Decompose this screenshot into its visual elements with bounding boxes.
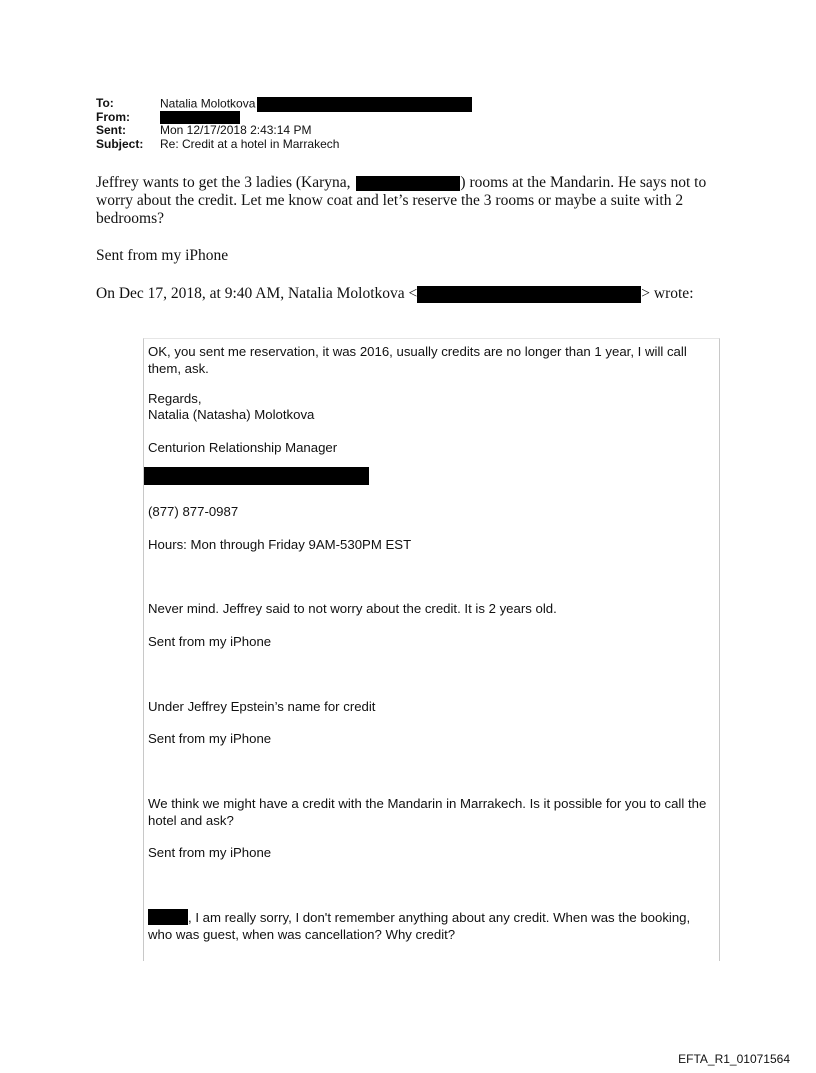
signature-title: Centurion Relationship Manager bbox=[148, 440, 338, 455]
redaction-bar bbox=[144, 467, 369, 485]
signature-hours: Hours: Mon through Friday 9AM-530PM EST bbox=[148, 537, 412, 552]
from-label: From: bbox=[96, 109, 130, 124]
redaction-bar bbox=[356, 176, 460, 191]
to-name: Natalia Molotkova bbox=[160, 96, 256, 111]
document-id: EFTA_R1_01071564 bbox=[678, 1052, 790, 1066]
quoted-reply-text: OK, you sent me reservation, it was 2016, usually credits are no longer than 1 year, I will call them, ask. bbox=[148, 344, 687, 376]
message-text-part2: ) rooms at the Mandarin. He says not to worry about the credit. Let me know coat and let’s reserve the 3 rooms or maybe a suite with 2 bedrooms? bbox=[96, 174, 707, 227]
signature-email bbox=[144, 467, 704, 485]
redaction-bar bbox=[257, 97, 472, 112]
sent-row bbox=[96, 124, 472, 138]
attribution-wrote: > wrote: bbox=[641, 285, 694, 302]
from-value bbox=[160, 111, 240, 125]
quoted-message-under-name: Under Jeffrey Epstein’s name for credit bbox=[148, 699, 376, 714]
redaction-bar bbox=[160, 111, 240, 124]
signature-name: Natalia (Natasha) Molotkova bbox=[148, 407, 315, 422]
attribution-text: On Dec 17, 2018, at 9:40 AM, Natalia Molotkova < bbox=[96, 285, 418, 302]
from-row bbox=[96, 111, 472, 125]
to-row bbox=[96, 97, 472, 111]
quoted-sent-from: Sent from my iPhone bbox=[148, 634, 272, 649]
message-text-part1: Jeffrey wants to get the 3 ladies (Karyna, bbox=[96, 174, 351, 191]
subject-row bbox=[96, 138, 472, 152]
quoted-message-we-think: We think we might have a credit with the Mandarin in Marrakech. Is it possible for you to call the hotel and ask? bbox=[148, 796, 707, 828]
sorry-text: , I am really sorry, I don't remember anything about any credit. When was the booking, who was guest, when was cancellation? Why credit? bbox=[148, 910, 691, 942]
signature-regards: Regards, bbox=[148, 391, 202, 406]
signature-phone: (877) 877-0987 bbox=[148, 504, 239, 519]
sent-label: Sent: bbox=[96, 123, 126, 137]
to-label: To: bbox=[96, 96, 114, 110]
redaction-bar bbox=[417, 286, 641, 303]
subject-value: Re: Credit at a hotel in Marrakech bbox=[160, 136, 340, 151]
quoted-thread bbox=[143, 338, 720, 961]
quoted-sent-from: Sent from my iPhone bbox=[148, 845, 272, 860]
quoted-message-sorry bbox=[148, 909, 708, 943]
subject-label: Subject: bbox=[96, 136, 144, 151]
quoted-message-never-mind: Never mind. Jeffrey said to not worry about the credit. It is 2 years old. bbox=[148, 601, 557, 616]
email-header bbox=[96, 97, 472, 151]
quoted-sent-from: Sent from my iPhone bbox=[148, 731, 272, 746]
sent-value: Mon 12/17/2018 2:43:14 PM bbox=[160, 123, 312, 137]
redaction-bar bbox=[148, 909, 188, 925]
sent-from-line: Sent from my iPhone bbox=[96, 247, 229, 264]
message-paragraph bbox=[96, 174, 726, 228]
reply-attribution bbox=[96, 285, 726, 303]
